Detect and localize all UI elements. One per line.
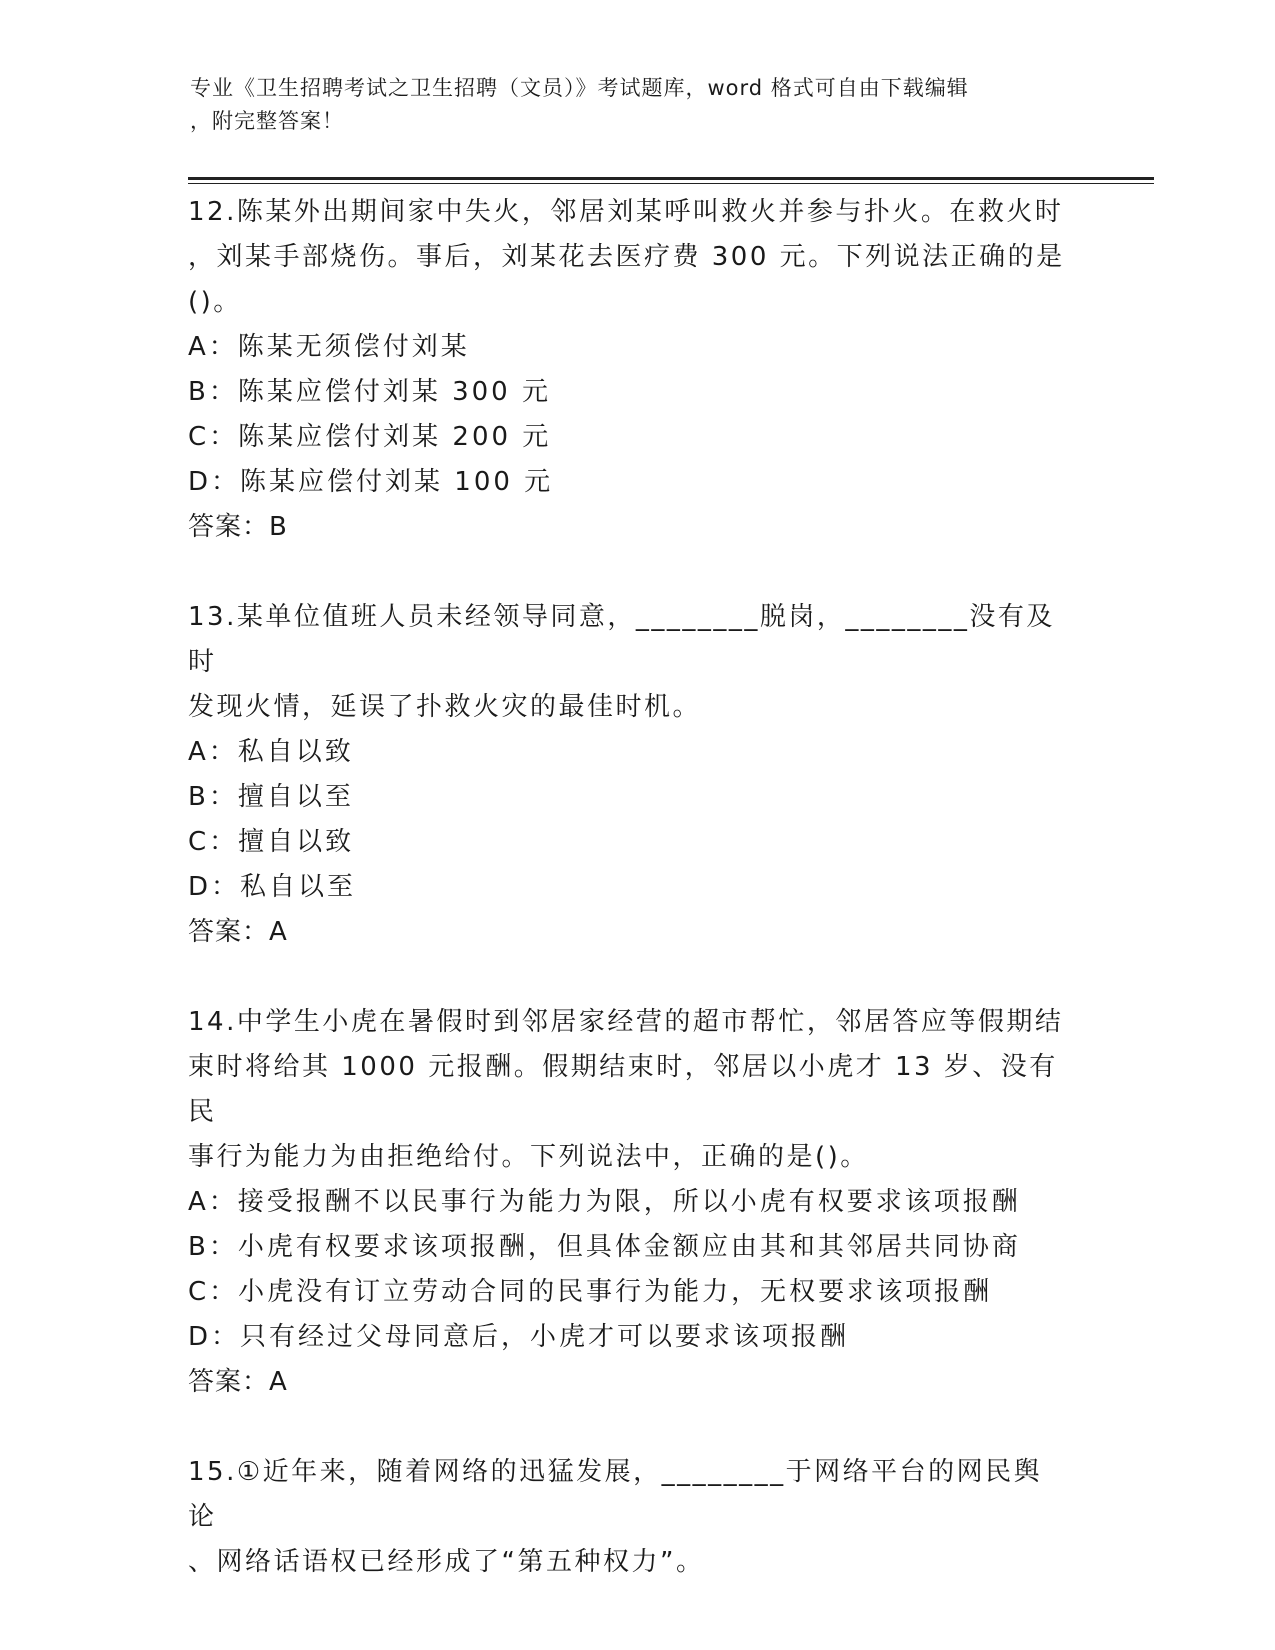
stem-line: 束时将给其 1000 元报酬。假期结束时，邻居以小虎才 13 岁、没有民: [188, 1052, 1058, 1127]
header-divider-thin: [188, 183, 1154, 184]
option-d: D：陈某应偿付刘某 100 元: [188, 467, 554, 497]
option-a: A：陈某无须偿付刘某: [188, 332, 470, 362]
answer-line: 答案：A: [188, 917, 288, 947]
question-list: [188, 190, 1088, 1585]
spacer: [188, 955, 1088, 1000]
stem-line: ()。: [188, 287, 242, 317]
stem-line: 13.某单位值班人员未经领导同意，________脱岗，________没有及时: [188, 602, 1055, 677]
option-b: B：擅自以至: [188, 782, 354, 812]
question-13: [188, 595, 1088, 955]
answer-line: 答案：A: [188, 1367, 288, 1397]
option-c: C：陈某应偿付刘某 200 元: [188, 422, 552, 452]
question-15: [188, 1450, 1088, 1585]
stem-line: 事行为能力为由拒绝给付。下列说法中，正确的是()。: [188, 1142, 869, 1172]
stem-line: 发现火情，延误了扑救火灾的最佳时机。: [188, 692, 702, 722]
header-line-2: ，附完整答案！: [190, 109, 344, 133]
header-divider-thick: [188, 177, 1154, 180]
question-14: [188, 1000, 1088, 1405]
option-b: B：陈某应偿付刘某 300 元: [188, 377, 551, 407]
question-stem: [188, 1450, 1068, 1585]
option-a: A：私自以致: [188, 737, 354, 767]
question-stem: [188, 595, 1068, 730]
stem-line: ，刘某手部烧伤。事后，刘某花去医疗费 300 元。下列说法正确的是: [188, 242, 1065, 272]
question-12: [188, 190, 1088, 550]
spacer: [188, 1405, 1088, 1450]
question-stem: [188, 190, 1068, 325]
answer-line: 答案：B: [188, 512, 288, 542]
stem-line: 14.中学生小虎在暑假时到邻居家经营的超市帮忙，邻居答应等假期结: [188, 1007, 1064, 1037]
question-stem: [188, 1000, 1068, 1180]
option-a: A：接受报酬不以民事行为能力为限，所以小虎有权要求该项报酬: [188, 1187, 1021, 1217]
option-b: B：小虎有权要求该项报酬，但具体金额应由其和其邻居共同协商: [188, 1232, 1021, 1262]
option-d: D：只有经过父母同意后，小虎才可以要求该项报酬: [188, 1322, 850, 1352]
stem-line: 15.①近年来，随着网络的迅猛发展，________于网络平台的网民舆论: [188, 1457, 1043, 1532]
stem-line: 、网络话语权已经形成了“第五种权力”。: [188, 1547, 705, 1577]
header-line-1: 专业《卫生招聘考试之卫生招聘（文员）》考试题库，word 格式可自由下载编辑: [190, 76, 969, 100]
option-d: D：私自以至: [188, 872, 357, 902]
option-c: C：小虎没有订立劳动合同的民事行为能力，无权要求该项报酬: [188, 1277, 993, 1307]
document-header: [190, 72, 1070, 138]
spacer: [188, 550, 1088, 595]
option-c: C：擅自以致: [188, 827, 355, 857]
stem-line: 12.陈某外出期间家中失火，邻居刘某呼叫救火并参与扑火。在救火时: [188, 197, 1064, 227]
